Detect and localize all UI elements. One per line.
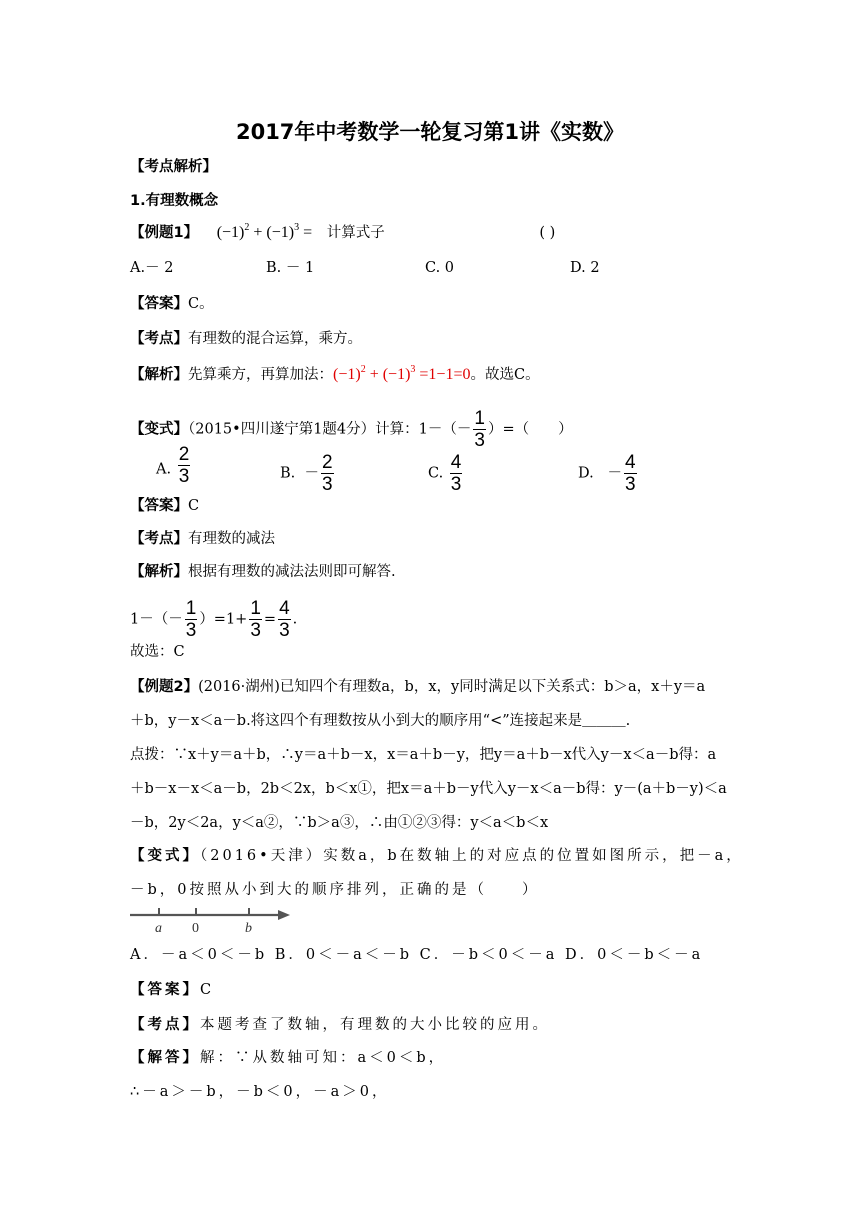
variation-2-solution-2: ∴－a＞－b，－b＜0，－a＞0， (130, 1084, 390, 1100)
variation-1-knowledge-point: 【考点】有理数的减法 (130, 531, 275, 547)
example-2-line-1: 【例题2】(2016·湖州)已知四个有理数a，b，x，y同时满足以下关系式：b＞a，x＋y＝a (130, 679, 706, 695)
option-c: C. $\frac{4}{3}$ (428, 452, 462, 495)
example-2-line-2: ＋b，y－x＜a－b.将这四个有理数按从小到大的顺序用“<”连接起来是＿＿＿. (130, 713, 631, 729)
option-c: C. 0 (425, 260, 455, 276)
variation-2-solution-1: 【解答】解：∵从数轴可知：a＜0＜b， (130, 1050, 447, 1066)
example-1-label: 【例题1】 (130, 225, 199, 241)
option-b: B. － 1 (266, 260, 315, 276)
fraction: $\frac{1}{3}$ (474, 408, 485, 451)
variation-1-calculation: 1－（－ $\frac{1}{3}$ ）=1+ $\frac{1}{3}$ = $\frac{4}{3}$ . (130, 598, 298, 641)
variation-1-options (130, 444, 730, 495)
variation-2-line-1: 【变式】（2016•天津）实数a，b在数轴上的对应点的位置如图所示，把－a， (130, 848, 744, 864)
option-a: A. $\frac{2}{3}$ (156, 444, 190, 487)
example-1-text: 计算式子 (326, 225, 385, 241)
option-a: A.－ 2 (130, 260, 174, 276)
variation-1-analysis: 【解析】根据有理数的减法法则即可解答. (130, 564, 396, 580)
axis-label-a: a (155, 921, 162, 936)
variation-1-answer: 【答案】C (130, 498, 200, 514)
example-1-answer: 【答案】C。 (130, 296, 214, 312)
variation-2-line-2: －b，0按照从小到大的顺序排列，正确的是（ ） (130, 882, 540, 898)
hint-line-1: 点拨：∵x＋y＝a＋b，∴y＝a＋b－x，x＝a＋b－y，把y＝a＋b－x代入y－x＜a－b得：a (130, 747, 717, 763)
section-header: 【考点解析】 (130, 159, 217, 175)
option-d: D. 2 (570, 260, 600, 276)
variation-2-options: A．－a＜0＜－b B．0＜－a＜－b C．－b＜0＜－a D．0＜－b＜－a (130, 947, 704, 963)
option-d: D. － $\frac{4}{3}$ (578, 452, 636, 495)
answer-paren: ( ) (539, 225, 556, 241)
hint-line-3: －b，2y＜2a，y＜a②，∵b＞a③，∴由①②③得：y＜a＜b＜x (130, 815, 549, 831)
analysis-math: $(-1)^2 + (-1)^3 =1-1=0$ (333, 364, 471, 383)
axis-label-0: 0 (192, 921, 199, 936)
example-1-question (130, 223, 555, 243)
variation-2-answer: 【答案】C (130, 982, 215, 998)
variation-1-conclusion: 故选：C (130, 644, 185, 660)
hint-line-2: ＋b－x－x＜a－b，2b＜2x，b＜x①，把x＝a＋b－y代入y－x＜a－b得：y－(a＋b－y)＜a (130, 781, 727, 797)
example-1-analysis: 【解析】先算乘方，再算加法：$(-1)^2 + (-1)^3 =1-1=0$。故选C。 (130, 364, 540, 383)
axis-label-b: b (245, 921, 252, 936)
subsection-title: 1.有理数概念 (130, 193, 219, 209)
page-title: 2017年中考数学一轮复习第1讲《实数》 (235, 120, 625, 144)
variation-1-question: 【变式】（2015•四川遂宁第1题4分）计算：1－（－ $\frac{1}{3}$ ）=（ ） (130, 408, 573, 451)
example-1-knowledge-point: 【考点】有理数的混合运算，乘方。 (130, 331, 362, 347)
number-line-figure (128, 906, 298, 936)
example-1-expression: $(-1)^2 + (-1)^3$ = (216, 222, 313, 241)
option-b: B. － $\frac{2}{3}$ (280, 452, 333, 495)
variation-2-knowledge-point: 【考点】本题考查了数轴，有理数的大小比较的应用。 (130, 1017, 550, 1033)
